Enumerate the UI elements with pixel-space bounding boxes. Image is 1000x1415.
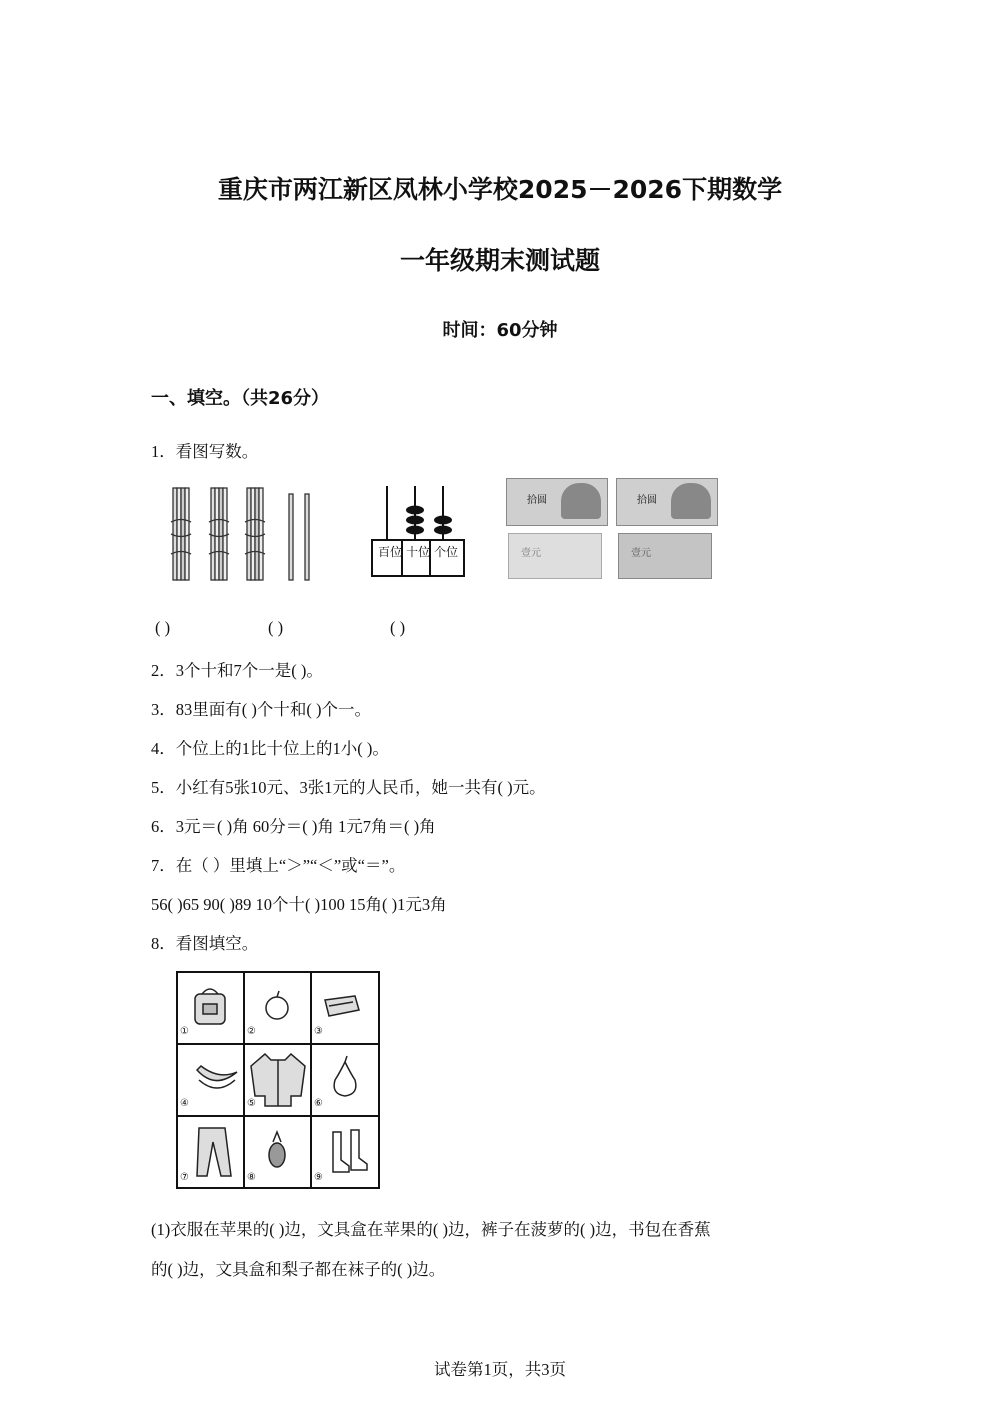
question-7-items: 56( )65 90( )89 10个十( )100 15角( )1元3角 — [151, 895, 447, 914]
banknote-label: 壹元 — [521, 548, 541, 559]
question-3: 3．83里面有( )个十和( )个一。 — [151, 700, 371, 719]
cell-number: ⑨ — [314, 1172, 323, 1183]
pencil-box-icon — [325, 996, 359, 1016]
title-line-1: 重庆市两江新区凤林小学校2025－2026下期数学 — [217, 175, 783, 204]
cell-number: ⑥ — [314, 1098, 323, 1109]
cell-number: ③ — [314, 1026, 323, 1037]
question-2: 2．3个十和7个一是( )。 — [151, 661, 323, 680]
jacket-icon — [251, 1054, 305, 1106]
portrait-icon — [671, 483, 711, 519]
banknote-ten — [506, 478, 608, 526]
pineapple-icon — [269, 1132, 285, 1167]
abacus-image — [368, 484, 468, 580]
banknote-one — [508, 533, 602, 579]
apple-icon — [266, 991, 288, 1019]
socks-icon — [333, 1130, 367, 1172]
answer-blank-3[interactable]: ( ) — [390, 618, 406, 637]
banknote-label: 拾圆 — [527, 495, 547, 506]
question-8-sub-line-1: (1)衣服在苹果的( )边，文具盒在苹果的( )边，裤子在菠萝的( )边，书包在香蕉 — [151, 1220, 711, 1239]
picture-grid — [175, 970, 381, 1190]
pants-icon — [197, 1128, 231, 1176]
cell-number: ① — [180, 1026, 189, 1037]
sticks-bundle-image — [165, 484, 325, 584]
question-5: 5．小红有5张10元、3张1元的人民币，她一共有( )元。 — [151, 778, 546, 797]
banknote-label: 壹元 — [631, 548, 651, 559]
cell-number: ⑤ — [247, 1098, 256, 1109]
cell-number: ② — [247, 1026, 256, 1037]
question-6: 6．3元＝( )角 60分＝( )角 1元7角＝( )角 — [151, 817, 436, 836]
abacus-label-ones: 个位 — [434, 545, 459, 559]
pear-icon — [334, 1056, 356, 1096]
cell-number: ⑧ — [247, 1172, 256, 1183]
answer-blank-2[interactable]: ( ) — [268, 618, 284, 637]
page-footer: 试卷第1页，共3页 — [434, 1360, 566, 1379]
answer-blank-1[interactable]: ( ) — [155, 618, 171, 637]
section-heading: 一、填空。（共26分） — [151, 388, 330, 409]
banknote-ten — [616, 478, 718, 526]
portrait-icon — [561, 483, 601, 519]
title-line-2: 一年级期末测试题 — [399, 246, 600, 275]
question-7: 7．在（ ）里填上“＞”“＜”或“＝”。 — [151, 856, 406, 875]
cell-number: ⑦ — [180, 1172, 189, 1183]
abacus-label-tens: 十位 — [406, 545, 431, 559]
question-4: 4．个位上的1比十位上的1小( )。 — [151, 739, 389, 758]
bag-icon — [195, 989, 225, 1024]
banknote-one — [618, 533, 712, 579]
question-1: 1．看图写数。 — [151, 442, 259, 461]
banknote-label: 拾圆 — [637, 495, 657, 506]
abacus-label-hundreds: 百位 — [378, 545, 403, 559]
question-8-sub-line-2: 的( )边，文具盒和梨子都在袜子的( )边。 — [151, 1260, 446, 1279]
exam-time: 时间：60分钟 — [442, 320, 558, 341]
banana-icon — [197, 1066, 237, 1088]
cell-number: ④ — [180, 1098, 189, 1109]
question-8: 8．看图填空。 — [151, 934, 259, 953]
